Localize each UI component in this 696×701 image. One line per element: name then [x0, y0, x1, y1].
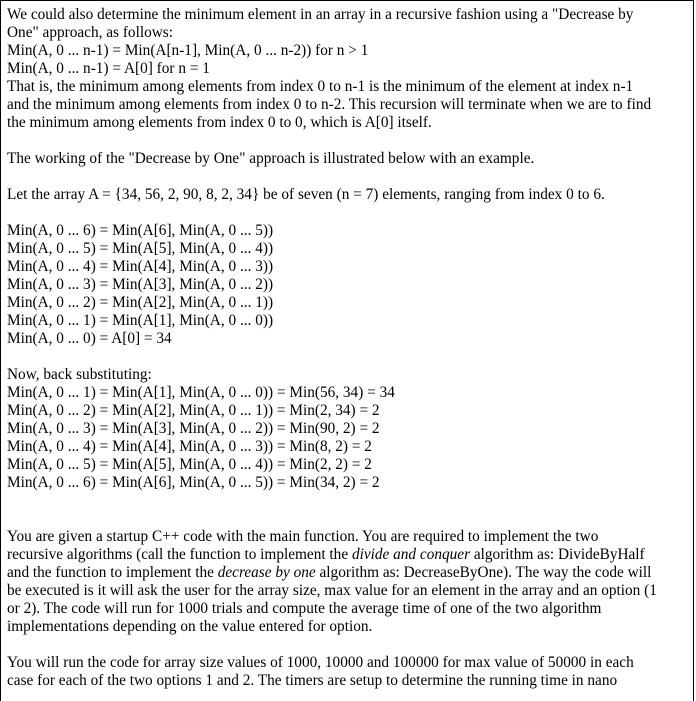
formula-line: Min(A, 0 ... 1) = Min(A[1], Min(A, 0 ... 0)) = Min(56, 34) = 34 [7, 384, 395, 401]
text-line: You will run the code for array size values of 1000, 10000 and 100000 for max value of 50000 in each [7, 654, 634, 671]
formula-line: Min(A, 0 ... 6) = Min(A[6], Min(A, 0 ... 5)) [7, 222, 274, 239]
text-line: The working of the "Decrease by One" approach is illustrated below with an example. [7, 150, 535, 167]
text-span: recursive algorithms (call the function to implement the [7, 546, 352, 563]
text-span: and the function to implement the [7, 564, 218, 581]
formula-line: Min(A, 0 ... n-1) = Min(A[n-1], Min(A, 0 ... n-2)) for n > 1 [7, 42, 369, 59]
text-span: algorithm as: DivideByHalf [470, 546, 645, 563]
formula-line: Min(A, 0 ... 6) = Min(A[6], Min(A, 0 ... 5)) = Min(34, 2) = 2 [7, 474, 380, 491]
formula-line: Min(A, 0 ... 2) = Min(A[2], Min(A, 0 ... 1)) [7, 294, 274, 311]
text-line [7, 564, 651, 582]
formula-line: Min(A, 0 ... 4) = Min(A[4], Min(A, 0 ... 3)) = Min(8, 2) = 2 [7, 438, 372, 455]
formula-line: Min(A, 0 ... 4) = Min(A[4], Min(A, 0 ... 3)) [7, 258, 274, 275]
text-line: You are given a startup C++ code with the main function. You are required to implement the two [7, 528, 599, 545]
text-line: or 2). The code will run for 1000 trials and compute the average time of one of the two algorithm [7, 600, 602, 617]
text-line [7, 546, 645, 564]
text-line: Now, back substituting: [7, 366, 152, 383]
text-line: implementations depending on the value entered for option. [7, 618, 373, 635]
italic-term: decrease by one [217, 564, 316, 581]
formula-line: Min(A, 0 ... 5) = Min(A[5], Min(A, 0 ... 4)) = Min(2, 2) = 2 [7, 456, 372, 473]
text-span: algorithm as: DecreaseByOne). The way the code will [315, 564, 652, 581]
text-line: and the minimum among elements from index 0 to n-2. This recursion will terminate when we are to find [7, 96, 652, 113]
text-line: case for each of the two options 1 and 2. The timers are setup to determine the running time in nano [7, 672, 618, 689]
italic-term: divide and conquer [351, 546, 471, 563]
formula-line: Min(A, 0 ... 5) = Min(A[5], Min(A, 0 ... 4)) [7, 240, 274, 257]
text-line: the minimum among elements from index 0 to 0, which is A[0] itself. [7, 114, 432, 131]
formula-line: Min(A, 0 ... n-1) = A[0] for n = 1 [7, 60, 210, 77]
formula-line: Min(A, 0 ... 2) = Min(A[2], Min(A, 0 ... 1)) = Min(2, 34) = 2 [7, 402, 380, 419]
text-line: We could also determine the minimum element in an array in a recursive fashion using a "Decrease by [7, 6, 634, 23]
formula-line: Min(A, 0 ... 0) = A[0] = 34 [7, 330, 172, 347]
text-line: Let the array A = {34, 56, 2, 90, 8, 2, 34} be of seven (n = 7) elements, ranging from index 0 to 6. [7, 186, 605, 203]
text-line: That is, the minimum among elements from index 0 to n-1 is the minimum of the element at index n-1 [7, 78, 634, 95]
formula-line: Min(A, 0 ... 1) = Min(A[1], Min(A, 0 ... 0)) [7, 312, 274, 329]
text-line: One" approach, as follows: [7, 24, 173, 41]
formula-line: Min(A, 0 ... 3) = Min(A[3], Min(A, 0 ... 2)) = Min(90, 2) = 2 [7, 420, 380, 437]
text-line: be executed is it will ask the user for the array size, max value for an element in the array and an option (1 [7, 582, 657, 599]
formula-line: Min(A, 0 ... 3) = Min(A[3], Min(A, 0 ... 2)) [7, 276, 274, 293]
